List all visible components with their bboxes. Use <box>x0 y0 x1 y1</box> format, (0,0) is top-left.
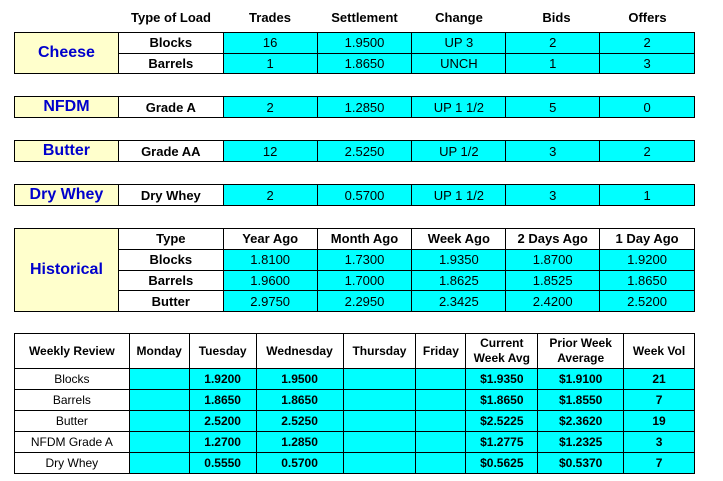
butter-row <box>15 141 695 162</box>
cell-value: 2.5200 <box>600 291 695 312</box>
cell-prior-avg: $1.2325 <box>538 432 624 453</box>
cell-type: Barrels <box>118 53 223 74</box>
row-label: Barrels <box>15 390 130 411</box>
cell-offers: 2 <box>600 33 695 54</box>
historical-table <box>14 228 695 312</box>
cell-trades: 2 <box>223 185 317 206</box>
cell-week-vol: 19 <box>624 411 695 432</box>
cell-settlement: 0.5700 <box>317 185 412 206</box>
cell-trades: 16 <box>223 33 317 54</box>
col-header: Friday <box>416 334 466 369</box>
nfdm-label: NFDM <box>15 97 119 118</box>
weekly-row <box>15 369 695 390</box>
row-label: Dry Whey <box>15 453 130 474</box>
cell-friday <box>416 390 466 411</box>
cell-monday <box>129 390 189 411</box>
cell-prior-avg: $1.9100 <box>538 369 624 390</box>
cell-friday <box>416 369 466 390</box>
cell-type: Blocks <box>118 33 223 54</box>
col-header: Thursday <box>343 334 416 369</box>
col-header-trades: Trades <box>249 10 291 25</box>
cell-thursday <box>343 432 416 453</box>
whey-table <box>14 184 695 206</box>
nfdm-row <box>15 97 695 118</box>
cell-bids: 5 <box>506 97 600 118</box>
cell-bids: 2 <box>506 33 600 54</box>
cell-value: 2.2950 <box>317 291 412 312</box>
cell-current-avg: $0.5625 <box>466 453 538 474</box>
weekly-row <box>15 390 695 411</box>
cell-current-avg: $1.2775 <box>466 432 538 453</box>
cell-trades: 1 <box>223 53 317 74</box>
col-header-change: Change <box>435 10 483 25</box>
cheese-table <box>14 32 695 74</box>
cell-value: 1.9600 <box>223 270 317 291</box>
cell-friday <box>416 432 466 453</box>
cell-value: 1.7000 <box>317 270 412 291</box>
cell-tuesday: 1.2700 <box>189 432 256 453</box>
cell-value: 2.3425 <box>412 291 506 312</box>
cell-tuesday: 1.9200 <box>189 369 256 390</box>
cell-value: 1.8525 <box>506 270 600 291</box>
cell-change: UP 1 1/2 <box>412 185 506 206</box>
cell-type: Grade AA <box>118 141 223 162</box>
cell-value: 1.9200 <box>600 249 695 270</box>
cell-week-vol: 3 <box>624 432 695 453</box>
cell-monday <box>129 432 189 453</box>
col-header: Tuesday <box>189 334 256 369</box>
weekly-header-row <box>15 334 695 369</box>
col-header: Year Ago <box>223 229 317 250</box>
cell-offers: 1 <box>600 185 695 206</box>
cell-settlement: 1.8650 <box>317 53 412 74</box>
cell-change: UP 1/2 <box>412 141 506 162</box>
whey-label: Dry Whey <box>15 185 119 206</box>
row-label: NFDM Grade A <box>15 432 130 453</box>
cell-thursday <box>343 369 416 390</box>
cell-settlement: 2.5250 <box>317 141 412 162</box>
cell-value: 2.4200 <box>506 291 600 312</box>
col-header: Wednesday <box>256 334 343 369</box>
cell-thursday <box>343 390 416 411</box>
col-header: Weekly Review <box>15 334 130 369</box>
cell-friday <box>416 453 466 474</box>
cell-bids: 3 <box>506 185 600 206</box>
weekly-row <box>15 411 695 432</box>
cell-settlement: 1.2850 <box>317 97 412 118</box>
cell-trades: 12 <box>223 141 317 162</box>
weekly-review-table <box>14 333 695 474</box>
col-header: Month Ago <box>317 229 412 250</box>
cell-wednesday: 0.5700 <box>256 453 343 474</box>
cell-offers: 0 <box>600 97 695 118</box>
cell-settlement: 1.9500 <box>317 33 412 54</box>
cell-bids: 1 <box>506 53 600 74</box>
historical-header-row <box>15 229 695 250</box>
col-header-type: Type of Load <box>131 10 211 25</box>
cell-current-avg: $1.9350 <box>466 369 538 390</box>
whey-row <box>15 185 695 206</box>
cell-monday <box>129 453 189 474</box>
cheese-row-blocks <box>15 33 695 54</box>
nfdm-table <box>14 96 695 118</box>
cell-value: 2.9750 <box>223 291 317 312</box>
weekly-row <box>15 453 695 474</box>
cell-thursday <box>343 453 416 474</box>
cell-week-vol: 7 <box>624 453 695 474</box>
cell-wednesday: 2.5250 <box>256 411 343 432</box>
row-label: Blocks <box>118 249 223 270</box>
cell-change: UNCH <box>412 53 506 74</box>
col-header: 2 Days Ago <box>506 229 600 250</box>
cell-prior-avg: $0.5370 <box>538 453 624 474</box>
cell-value: 1.9350 <box>412 249 506 270</box>
cell-tuesday: 1.8650 <box>189 390 256 411</box>
weekly-row <box>15 432 695 453</box>
col-header-settlement: Settlement <box>331 10 398 25</box>
cheese-label: Cheese <box>15 33 119 74</box>
cell-wednesday: 1.8650 <box>256 390 343 411</box>
cell-thursday <box>343 411 416 432</box>
cell-change: UP 3 <box>412 33 506 54</box>
cell-value: 1.8100 <box>223 249 317 270</box>
cell-week-vol: 21 <box>624 369 695 390</box>
cell-current-avg: $2.5225 <box>466 411 538 432</box>
cell-wednesday: 1.2850 <box>256 432 343 453</box>
cell-offers: 2 <box>600 141 695 162</box>
cell-value: 1.8625 <box>412 270 506 291</box>
cell-tuesday: 2.5200 <box>189 411 256 432</box>
row-label: Blocks <box>15 369 130 390</box>
cell-value: 1.8650 <box>600 270 695 291</box>
col-header: Type <box>118 229 223 250</box>
col-header: 1 Day Ago <box>600 229 695 250</box>
cell-monday <box>129 411 189 432</box>
cell-tuesday: 0.5550 <box>189 453 256 474</box>
col-header-bids: Bids <box>542 10 571 25</box>
col-header: Prior Week Average <box>538 334 624 369</box>
col-header-offers: Offers <box>628 10 667 25</box>
cell-change: UP 1 1/2 <box>412 97 506 118</box>
cell-type: Grade A <box>118 97 223 118</box>
cell-trades: 2 <box>223 97 317 118</box>
cell-current-avg: $1.8650 <box>466 390 538 411</box>
historical-label: Historical <box>15 229 119 312</box>
cell-value: 1.8700 <box>506 249 600 270</box>
col-header: Monday <box>129 334 189 369</box>
row-label: Barrels <box>118 270 223 291</box>
cell-bids: 3 <box>506 141 600 162</box>
cell-friday <box>416 411 466 432</box>
butter-table <box>14 140 695 162</box>
col-header: Week Ago <box>412 229 506 250</box>
cell-prior-avg: $2.3620 <box>538 411 624 432</box>
cell-offers: 3 <box>600 53 695 74</box>
cell-value: 1.7300 <box>317 249 412 270</box>
row-label: Butter <box>15 411 130 432</box>
col-header: Week Vol <box>624 334 695 369</box>
cell-prior-avg: $1.8550 <box>538 390 624 411</box>
cell-wednesday: 1.9500 <box>256 369 343 390</box>
cell-week-vol: 7 <box>624 390 695 411</box>
cell-type: Dry Whey <box>118 185 223 206</box>
row-label: Butter <box>118 291 223 312</box>
cell-monday <box>129 369 189 390</box>
col-header: Current Week Avg <box>466 334 538 369</box>
butter-label: Butter <box>15 141 119 162</box>
